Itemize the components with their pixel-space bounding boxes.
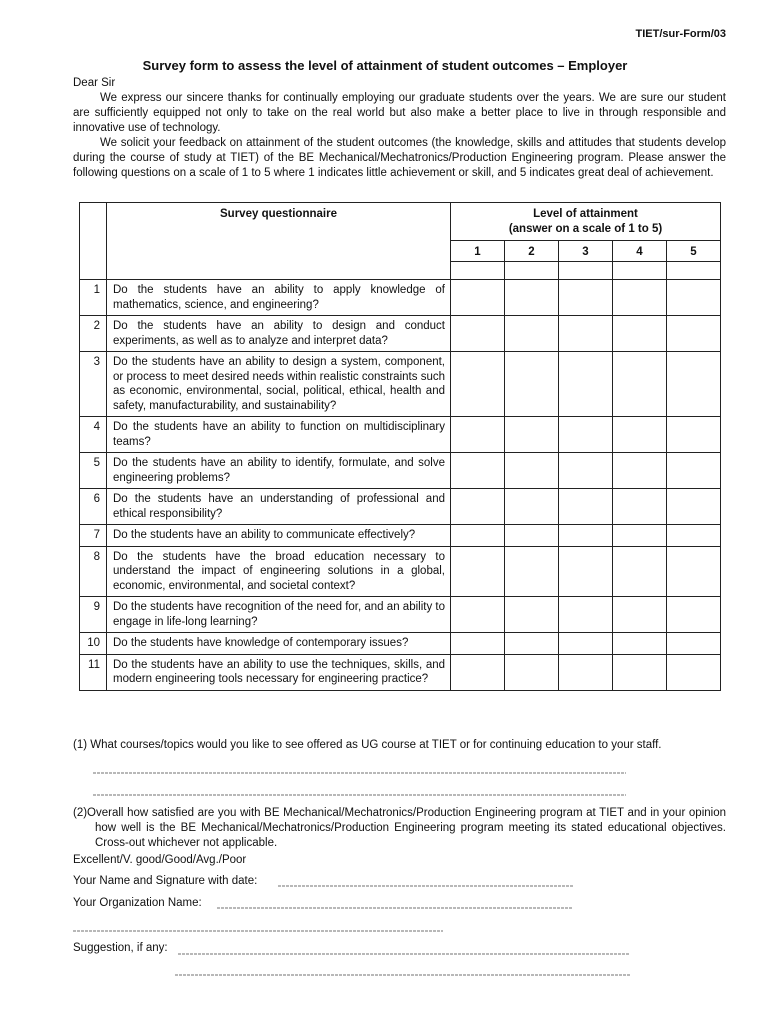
question-text: Do the students have an understanding of professional and ethical responsibility? [107, 489, 451, 525]
question-text: Do the students have an ability to use the techniques, skills, and modern engineering tools necessary for engineering practice? [107, 654, 451, 690]
question-text: Do the students have an ability to design and conduct experiments, as well as to analyze and interpret data? [107, 316, 451, 352]
question-number: 6 [80, 489, 107, 525]
question-text: Do the students have an ability to apply knowledge of mathematics, science, and engineering? [107, 280, 451, 316]
question-text: Do the students have recognition of the need for, and an ability to engage in life-long learning? [107, 597, 451, 633]
page-title: Survey form to assess the level of attainment of student outcomes – Employer [142, 58, 628, 73]
intro-paragraph-1: We express our sincere thanks for continually employing our graduate students over the years. We are sure our student are sufficiently equipped not only to take on the real world but also make a better place to live in through responsible and innovative use of technology. [73, 92, 726, 134]
suggestion-label: Suggestion, if any: [73, 942, 168, 954]
question-text: Do the students have an ability to function on multidisciplinary teams? [107, 417, 451, 453]
level-header-line2: (answer on a scale of 1 to 5) [508, 222, 663, 235]
question-number: 11 [80, 654, 107, 690]
question-number: 4 [80, 417, 107, 453]
organization-label: Your Organization Name: [73, 897, 202, 909]
question-text: Do the students have knowledge of contemporary issues? [107, 633, 451, 655]
intro-paragraph-2: We solicit your feedback on attainment of the student outcomes (the knowledge, skills and attitudes that students develop during the course of study at TIET) of the BE Mechanical/Mechatronics/Production Engineering program. Please answer the following questions on a scale of 1 to 5 where 1 indicates little achievement or skill, and 5 indicates great deal of achievement. [73, 137, 726, 179]
question-number: 7 [80, 525, 107, 547]
question-satisfaction: (2)Overall how satisfied are you with BE Mechanical/Mechatronics/Production Engineering program at TIET and in your opinion how well is the BE Mechanical/Mechatronics/Production Engineering program meeting its stated educational objectives. Cross-out whichever not applicable. [73, 807, 726, 849]
question-courses: (1) What courses/topics would you like to see offered as UG course at TIET or for continuing education to your staff. [73, 739, 662, 751]
question-number: 2 [80, 316, 107, 352]
question-text: Do the students have an ability to identify, formulate, and solve engineering problems? [107, 453, 451, 489]
question-number: 9 [80, 597, 107, 633]
name-label: Your Name and Signature with date: [73, 875, 258, 887]
question-text: Do the students have the broad education necessary to understand the impact of engineering solutions in a global, economic, environmental, and societal context? [107, 546, 451, 597]
scale-header-3: 3 [559, 241, 613, 262]
question-number: 5 [80, 453, 107, 489]
question-text: Do the students have an ability to design a system, component, or process to meet desired needs within realistic constraints such as economic, environmental, social, political, ethical, health and safety, manufacturability, and sustainability? [107, 352, 451, 417]
question-number: 8 [80, 546, 107, 597]
scale-header-5: 5 [667, 241, 721, 262]
table-header-question: Survey questionnaire [107, 203, 451, 280]
level-header-line1: Level of attainment [533, 208, 638, 220]
scale-header-1: 1 [451, 241, 505, 262]
question-number: 1 [80, 280, 107, 316]
question-number: 3 [80, 352, 107, 417]
salutation: Dear Sir [73, 77, 116, 89]
form-id: TIET/sur-Form/03 [635, 28, 726, 40]
scale-header-4: 4 [613, 241, 667, 262]
rating-options[interactable]: Excellent/V. good/Good/Avg./Poor [73, 854, 247, 866]
question-text: Do the students have an ability to communicate effectively? [107, 525, 451, 547]
scale-header-2: 2 [505, 241, 559, 262]
question-number: 10 [80, 633, 107, 655]
